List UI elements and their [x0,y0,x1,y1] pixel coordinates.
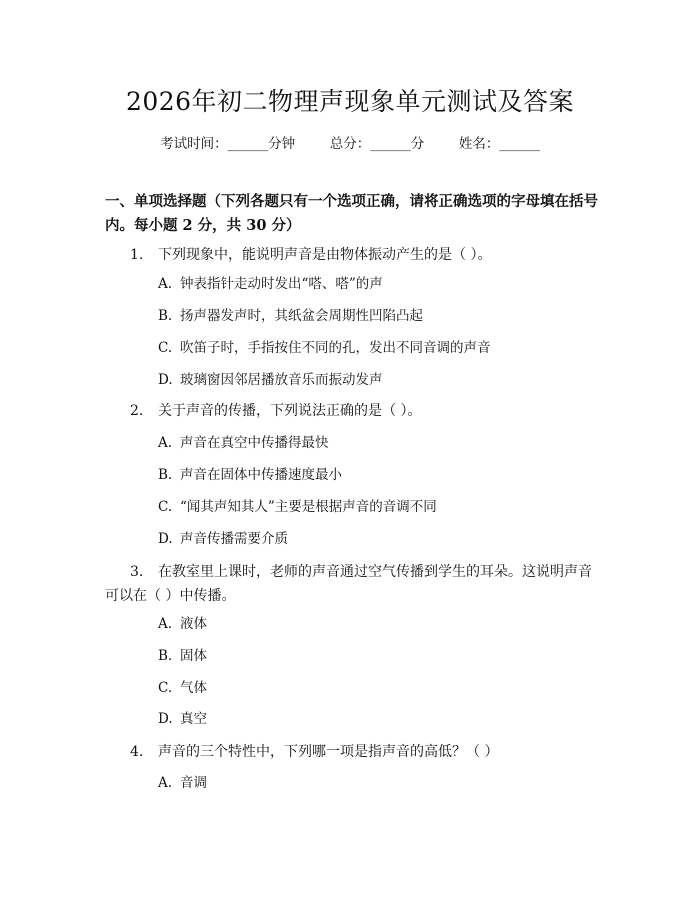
page-title: 2026年初二物理声现象单元测试及答案 [125,87,575,116]
question-2-option-c [158,496,598,518]
option-letter: C. [158,499,173,515]
option-letter: C. [158,340,173,356]
exam-time-field: 考试时间：______分钟 [160,136,296,152]
name-field: 姓名：______ [458,136,540,152]
question-3-option-b [158,645,598,667]
question-1-option-c [158,337,598,359]
option-letter: A. [158,435,173,451]
option-letter: A. [158,775,173,791]
question-1-option-d [158,369,598,391]
option-letter: B. [158,648,173,664]
option-letter: D. [158,372,173,388]
question-4 [105,740,605,764]
question-1-option-a [158,273,598,295]
question-3 [105,560,605,608]
option-letter: A. [158,616,173,632]
option-text: 液体 [180,616,207,632]
option-text: 吹笛子时，手指按住不同的孔，发出不同音调的声音 [180,340,491,356]
question-1 [105,243,605,267]
question-number: 1. [130,247,144,263]
question-2 [105,399,605,423]
question-3-option-a [158,613,598,635]
total-score-field: 总分：______分 [329,136,425,152]
option-text: 声音在真空中传播得最快 [180,435,329,451]
question-2-option-d [158,528,598,550]
question-4-option-a [158,772,598,794]
option-letter: A. [158,276,173,292]
option-text: 真空 [180,711,207,727]
question-text: 在教室里上课时，老师的声音通过空气传播到学生的耳朵。这说明声音可以在（ ）中传播。 [105,564,592,604]
option-text: 扬声器发声时，其纸盆会周期性凹陷凸起 [180,308,423,324]
option-text: “闻其声知其人”主要是根据声音的音调不同 [180,499,437,515]
question-text: 关于声音的传播，下列说法正确的是（ ）。 [158,403,422,419]
question-number: 4. [130,744,144,760]
option-text: 声音在固体中传播速度最小 [180,467,342,483]
question-number: 3. [130,564,144,580]
exam-meta [0,132,700,152]
option-text: 气体 [180,680,207,696]
question-3-option-d [158,708,598,730]
question-3-option-c [158,677,598,699]
question-1-option-b [158,305,598,327]
option-text: 玻璃窗因邻居播放音乐而振动发声 [180,372,383,388]
question-text: 声音的三个特性中，下列哪一项是指声音的高低？（ ） [158,744,499,760]
option-text: 固体 [180,648,207,664]
option-letter: D. [158,531,173,547]
option-letter: C. [158,680,173,696]
question-text: 下列现象中，能说明声音是由物体振动产生的是（ ）。 [158,247,492,263]
question-number: 2. [130,403,144,419]
section-heading: 一、单项选择题（下列各题只有一个选项正确，请将正确选项的字母填在括号内。每小题 2 分，共 30 分） [105,193,598,234]
question-2-option-a [158,432,598,454]
option-text: 声音传播需要介质 [180,531,288,547]
option-letter: D. [158,711,173,727]
question-2-option-b [158,464,598,486]
option-letter: B. [158,467,173,483]
option-text: 音调 [180,775,207,791]
option-letter: B. [158,308,173,324]
option-text: 钟表指针走动时发出“嗒、嗒”的声 [180,276,383,292]
